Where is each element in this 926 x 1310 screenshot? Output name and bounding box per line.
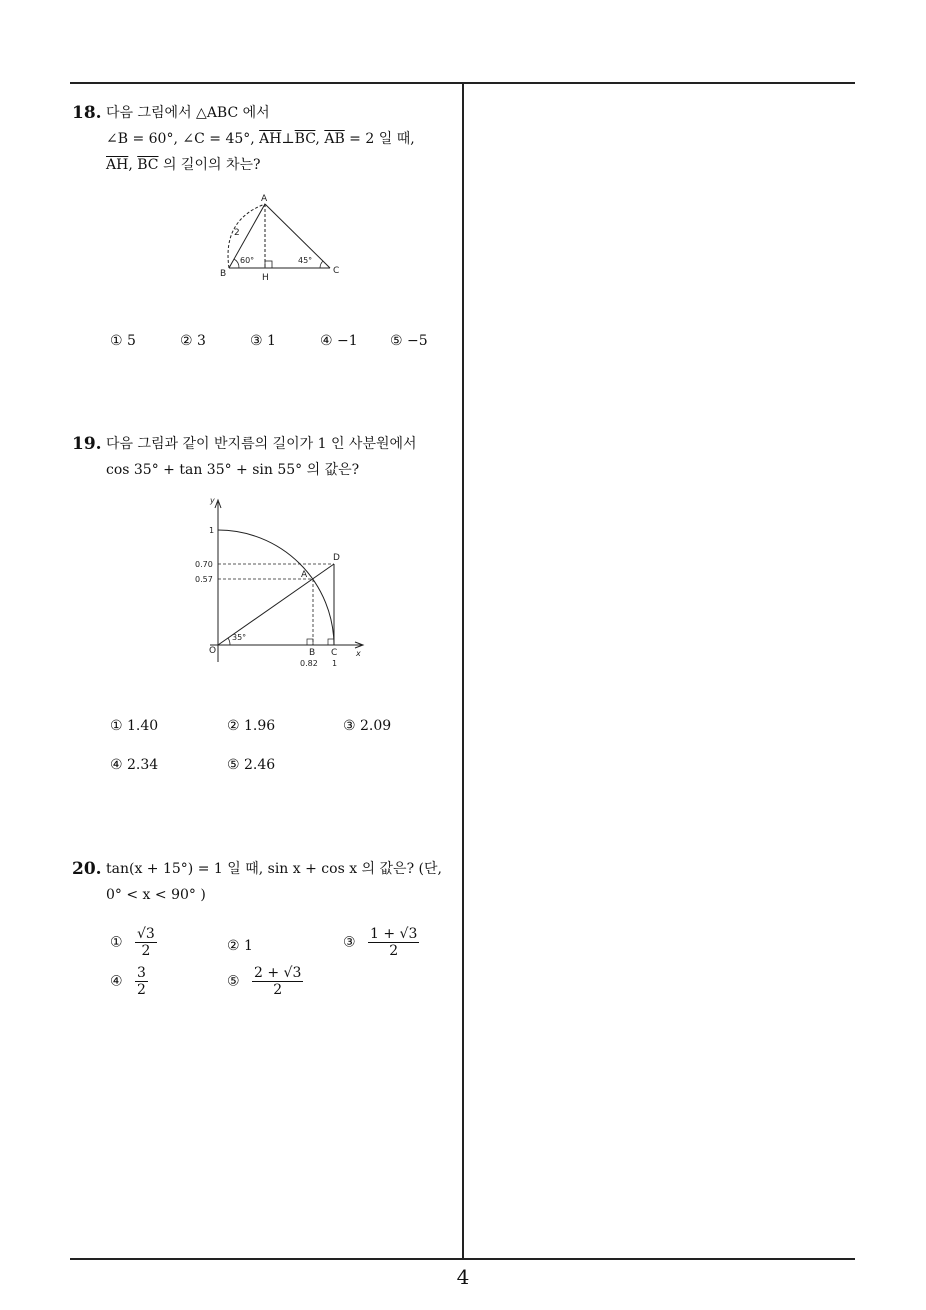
- q20-choice-3-fraction: [368, 926, 419, 959]
- q19-label-082: 0.82: [300, 659, 318, 668]
- q19-label-x: x: [356, 649, 361, 658]
- q19-label-35: 35°: [232, 633, 247, 642]
- q19-label-c: C: [331, 648, 338, 658]
- q18-choice-4[interactable]: ④ −1: [320, 333, 358, 349]
- q20-choice-1[interactable]: [110, 926, 157, 959]
- q20-choice-1-mark: ①: [110, 934, 123, 951]
- page-number: 4: [456, 1265, 470, 1289]
- q19-label-057: 0.57: [195, 575, 213, 584]
- q19-label-d: D: [333, 553, 340, 563]
- q18-label-45: 45°: [298, 256, 313, 265]
- q20-choice-4-fraction: [135, 965, 148, 998]
- q19-quarter-arc: [218, 530, 334, 645]
- q19-label-070: 0.70: [195, 560, 213, 569]
- q20-choice-5-fraction: [252, 965, 303, 998]
- q18-l3-end: 의 길이의 차는?: [158, 157, 261, 173]
- q19-line2: cos 35° + tan 35° + sin 55° 의 값은?: [106, 462, 360, 478]
- q18-line1-pre: 다음 그림에서: [106, 105, 197, 121]
- q19-right-angle-c: [328, 639, 334, 645]
- q18-segment-bc: $\overline{BC}$: [294, 131, 316, 147]
- q18-label-60: 60°: [240, 256, 255, 265]
- q18-label-a: A: [261, 194, 268, 204]
- q20-choice-1-num: √3: [137, 926, 155, 942]
- q20-line1: tan(x + 15°) = 1 일 때, sin x + cos x 의 값은? (단,: [106, 861, 442, 877]
- q18-line3: [106, 157, 261, 174]
- q18-number: 18.: [72, 103, 102, 123]
- q19-line1: 다음 그림과 같이 반지름의 길이가 1 인 사분원에서: [106, 436, 417, 452]
- q19-number: 19.: [72, 434, 102, 454]
- q19-label-1y: 1: [209, 526, 215, 535]
- q18-l3-sep: ,: [128, 157, 138, 173]
- q18-label-c: C: [333, 266, 340, 276]
- q20-choice-4-num: 3: [137, 965, 146, 981]
- q20-choice-5-den: 2: [273, 982, 283, 998]
- q18-segment-ah: $\overline{AH}$: [259, 131, 282, 147]
- q18-angle-c-arc: [320, 261, 323, 268]
- q19-choice-3[interactable]: ③ 2.09: [343, 718, 392, 734]
- q19-label-o: O: [209, 646, 217, 656]
- q18-line1-post: 에서: [238, 105, 270, 121]
- q20-choice-5-num: 2 + √3: [254, 965, 302, 981]
- q20-choice-3[interactable]: [343, 926, 419, 959]
- q19-right-angle-b: [307, 639, 313, 645]
- q18-line1: [106, 105, 270, 122]
- q20-choice-3-den: 2: [389, 943, 399, 959]
- q19-choice-4[interactable]: ④ 2.34: [110, 757, 159, 773]
- q20-choice-5-mark: ⑤: [227, 973, 240, 990]
- column-divider: [462, 82, 464, 1259]
- q18-triangle-figure: [212, 190, 352, 285]
- q18-choice-5[interactable]: ⑤ −5: [390, 333, 428, 349]
- q18-label-h: H: [262, 273, 269, 283]
- q20-number: 20.: [72, 859, 102, 879]
- q20-choice-2[interactable]: ② 1: [227, 938, 253, 954]
- q19-choice-2[interactable]: ② 1.96: [227, 718, 276, 734]
- q19-label-a: A: [301, 570, 308, 580]
- q18-line2: [106, 131, 415, 148]
- q18-triangle: △ABC: [196, 105, 239, 121]
- q20-choice-5[interactable]: [227, 965, 303, 998]
- q18-angle-b-arc: [234, 259, 239, 268]
- q18-perp: ⊥: [281, 131, 295, 147]
- q20-choice-4-den: 2: [137, 982, 146, 998]
- q19-label-y: y: [210, 496, 215, 505]
- q20-choice-3-num: 1 + √3: [370, 926, 418, 942]
- q20-choice-4-mark: ④: [110, 973, 123, 990]
- q19-choice-1[interactable]: ① 1.40: [110, 718, 159, 734]
- q19-label-1x: 1: [332, 659, 338, 668]
- q18-label-b: B: [220, 269, 227, 279]
- bottom-rule: [70, 1258, 855, 1260]
- q20-choice-4[interactable]: [110, 965, 148, 998]
- q18-l3-bc: $\overline{BC}$: [137, 157, 159, 173]
- q18-line2-end: = 2 일 때,: [344, 131, 415, 147]
- q18-sep: ,: [315, 131, 325, 147]
- q20-choice-3-mark: ③: [343, 934, 356, 951]
- q19-angle-arc: [228, 638, 230, 645]
- q18-segment-ab: $\overline{AB}$: [324, 131, 345, 147]
- q20-line2: 0° < x < 90° ): [106, 887, 206, 903]
- q19-choice-5[interactable]: ⑤ 2.46: [227, 757, 276, 773]
- q19-label-b: B: [309, 648, 316, 658]
- q18-right-angle-h: [265, 261, 272, 268]
- q18-l3-ah: $\overline{AH}$: [106, 157, 129, 173]
- q20-choice-1-fraction: [135, 926, 157, 959]
- q18-choice-2[interactable]: ② 3: [180, 333, 206, 349]
- q20-choice-1-den: 2: [141, 943, 151, 959]
- q18-choice-1[interactable]: ① 5: [110, 333, 136, 349]
- q18-choice-3[interactable]: ③ 1: [250, 333, 276, 349]
- q18-angles: ∠B = 60°, ∠C = 45°,: [106, 131, 260, 147]
- q18-label-2: 2: [234, 228, 240, 238]
- q19-quadrant-figure: [190, 494, 370, 672]
